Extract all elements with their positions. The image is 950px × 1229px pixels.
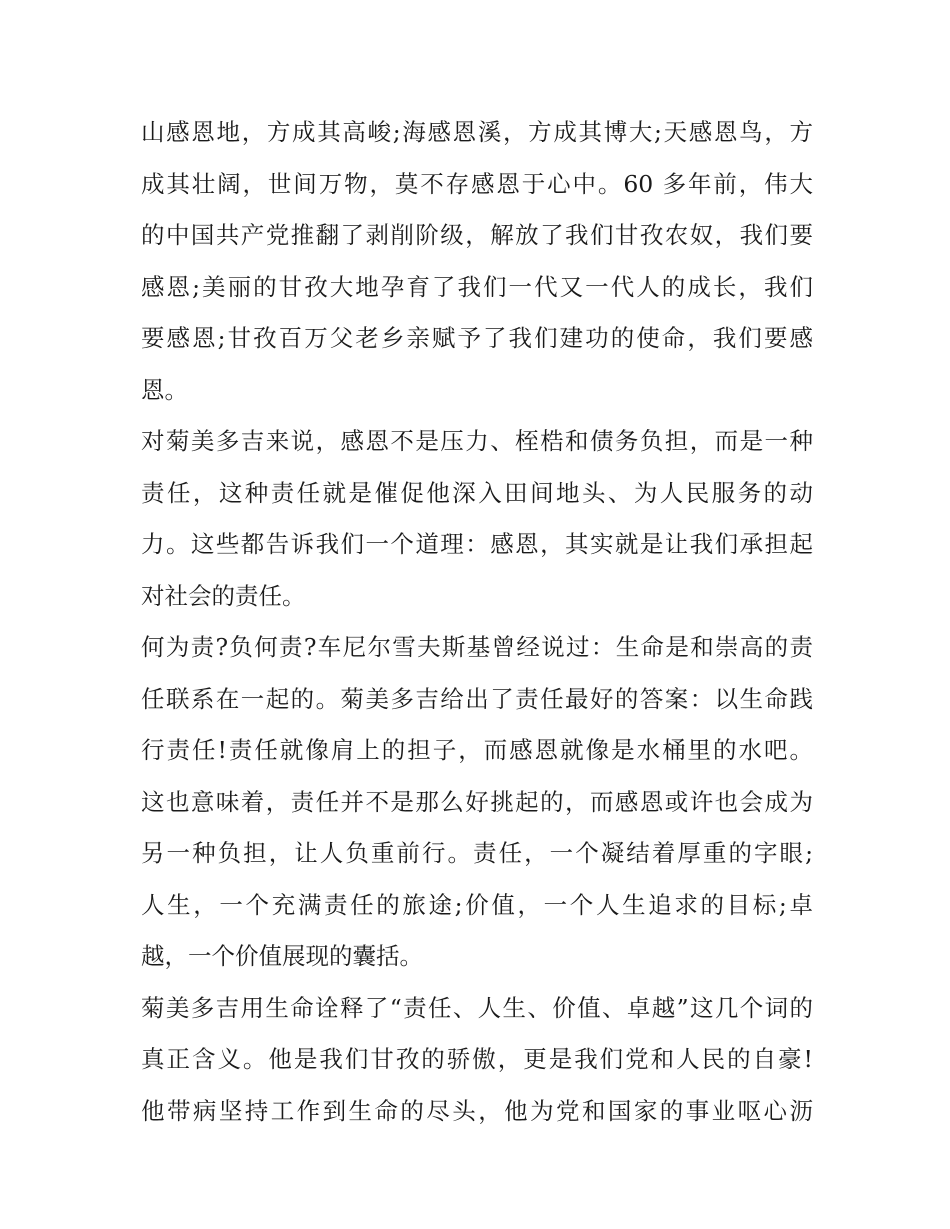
- text-line: 感恩;美丽的甘孜大地孕育了我们一代又一代人的成长，我们: [141, 272, 813, 301]
- text-line: 真正含义。他是我们甘孜的骄傲，更是我们党和人民的自豪!: [141, 1045, 813, 1073]
- text-line: 这也意味着，责任并不是那么好挑起的，而感恩或许也会成为: [141, 787, 813, 816]
- text-line: 责任，这种责任就是催促他深入田间地头、为人民服务的动: [141, 478, 813, 507]
- text-line: 对社会的责任。: [141, 581, 306, 610]
- text-line: 要感恩;甘孜百万父老乡亲赋予了我们建功的使命，我们要感: [141, 324, 813, 352]
- text-line: 任联系在一起的。菊美多吉给出了责任最好的答案：以生命践: [141, 684, 813, 713]
- text-line: 力。这些都告诉我们一个道理：感恩，其实就是让我们承担起: [141, 530, 813, 558]
- text-line: 恩。: [141, 375, 188, 404]
- text-line: 他带病坚持工作到生命的尽头，他为党和国家的事业呕心沥: [141, 1096, 813, 1125]
- text-line: 菊美多吉用生命诠释了“责任、人生、价值、卓越”这几个词的: [141, 993, 813, 1022]
- text-line: 行责任!责任就像肩上的担子，而感恩就像是水桶里的水吧。: [141, 736, 813, 764]
- text-line: 的中国共产党推翻了剥削阶级，解放了我们甘孜农奴，我们要: [141, 221, 813, 249]
- text-line: 另一种负担，让人负重前行。责任，一个凝结着厚重的字眼;: [141, 839, 813, 867]
- text-line: 何为责?负何责?车尼尔雪夫斯基曾经说过：生命是和崇高的责: [141, 633, 813, 661]
- text-line: 成其壮阔，世间万物，莫不存感恩于心中。60 多年前，伟大: [141, 169, 813, 198]
- text-line: 越，一个价值展现的囊括。: [141, 942, 423, 970]
- body-text: [141, 107, 813, 1137]
- text-line: 山感恩地，方成其高峻;海感恩溪，方成其博大;天感恩鸟，方: [141, 118, 813, 146]
- text-line: 对菊美多吉来说，感恩不是压力、桎梏和债务负担，而是一种: [141, 427, 813, 455]
- text-line: 人生，一个充满责任的旅途;价值，一个人生追求的目标;卓: [141, 890, 813, 919]
